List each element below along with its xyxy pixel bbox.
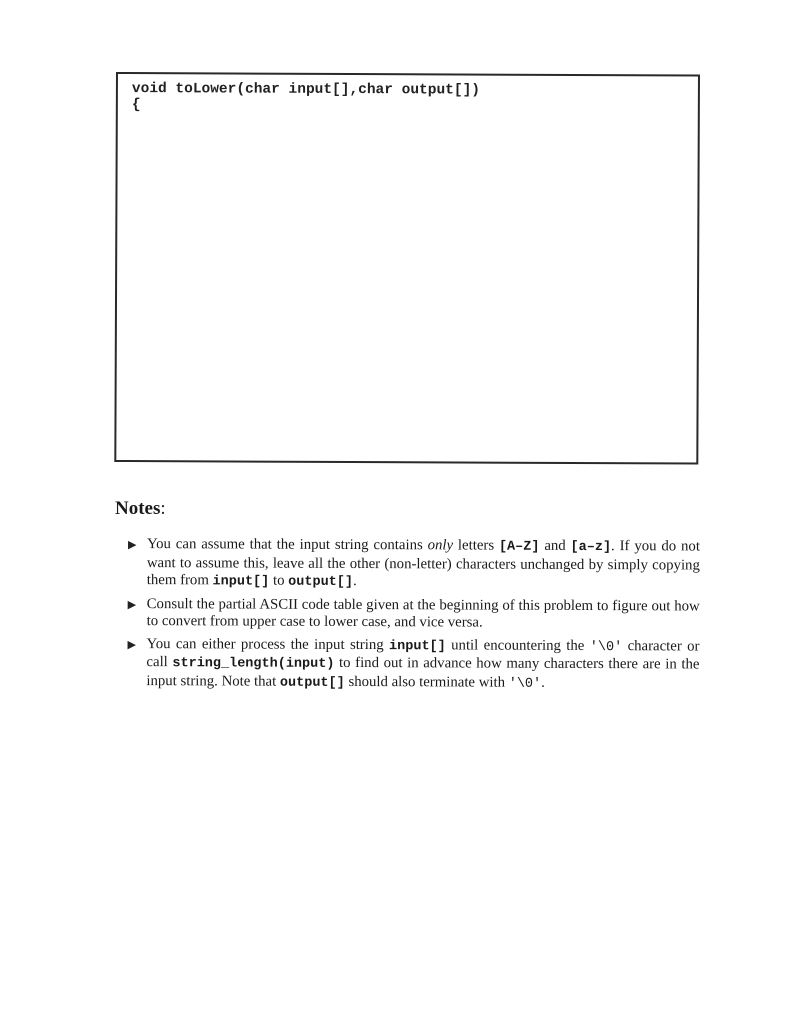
notes-list <box>127 536 700 698</box>
note-3-text-b: until encountering the <box>445 636 590 654</box>
note-3-code-null-char-2: '\0' <box>508 676 542 692</box>
note-1-text-e: to <box>269 572 289 589</box>
note-2-text: Consult the partial ASCII code table given at the beginning of this problem to figure out how to convert from upper case to lower case, and vice versa. <box>146 595 700 631</box>
note-1-code-upper-range: [A–Z] <box>498 539 540 555</box>
note-1-text-d: . If you do not want to assume this, leave all the other (non-letter) characters unchanged by simply copying them from <box>146 538 700 589</box>
notes-heading-colon: : <box>160 498 166 519</box>
notes-heading <box>115 498 166 520</box>
note-1-text-a: You can assume that the input string contains <box>146 536 428 554</box>
bullet-arrow-icon: ▶ <box>127 638 137 651</box>
note-3-text-d: to find out in advance how many characters there are in the input string. Note that <box>146 654 700 690</box>
note-1-code-lower-range: [a–z] <box>570 539 612 556</box>
note-1-code-output: output[] <box>288 574 354 590</box>
note-3-text-e: should also terminate with <box>344 673 509 691</box>
function-signature: void toLower(char input[],char output[]) <box>131 81 481 99</box>
note-1-code-input: input[] <box>212 574 270 590</box>
note-3-text-f: . <box>541 674 545 691</box>
note-3-code-string-length: string_length(input) <box>172 656 335 672</box>
note-item-2 <box>128 595 700 632</box>
note-item-1 <box>128 536 700 593</box>
note-3-text-a: You can either process the input string <box>146 635 390 653</box>
note-3-code-input: input[] <box>389 638 446 654</box>
bullet-arrow-icon: ▶ <box>127 598 137 611</box>
note-1-text-f: . <box>352 572 357 589</box>
bullet-arrow-icon: ▶ <box>127 539 137 552</box>
note-3-code-output: output[] <box>279 675 345 691</box>
answer-box[interactable] <box>114 72 700 465</box>
note-item-3 <box>127 635 699 693</box>
note-3-code-null-char: '\0' <box>589 639 623 655</box>
open-brace: { <box>131 97 141 114</box>
note-1-text-c: and <box>539 537 571 554</box>
note-1-text-b: letters <box>453 537 499 554</box>
note-1-emphasis: only <box>427 537 454 554</box>
note-3-text-c: character or call <box>146 637 700 671</box>
notes-heading-text: Notes <box>115 498 161 519</box>
